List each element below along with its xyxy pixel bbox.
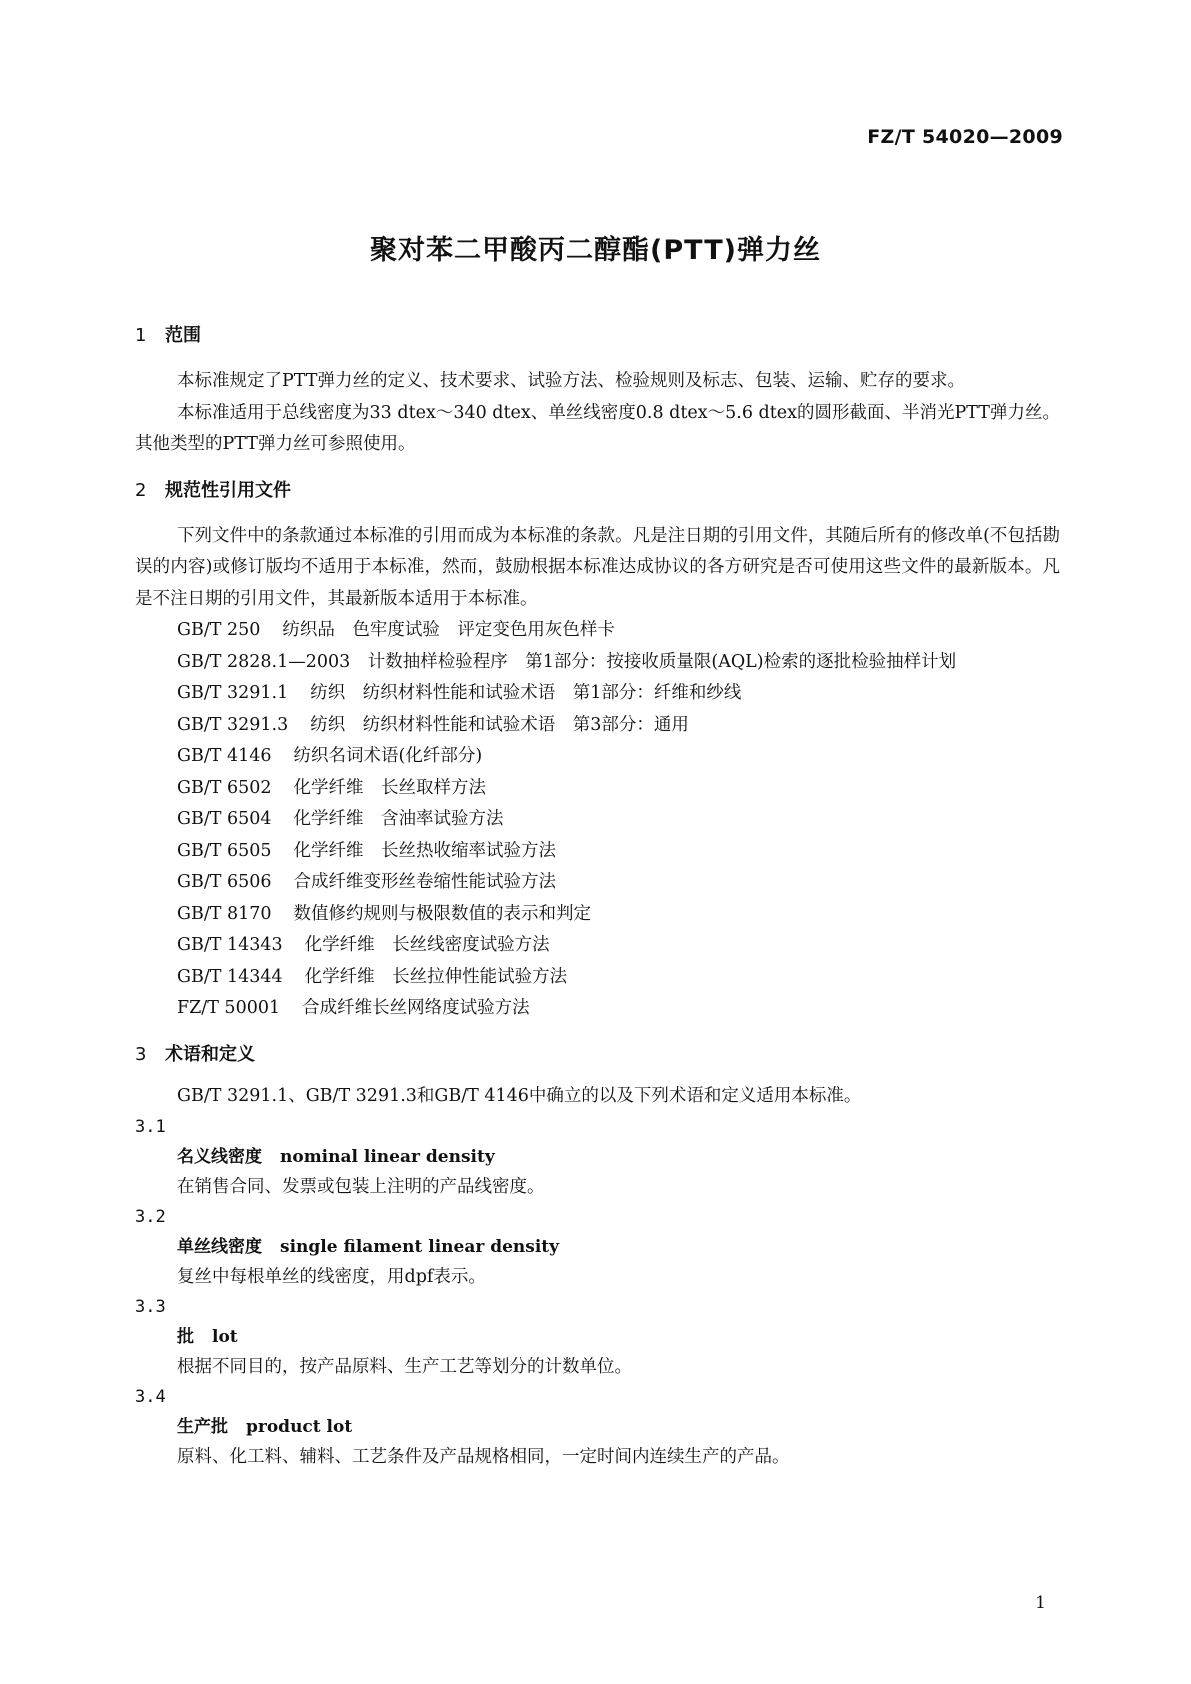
term-number: 3.1 xyxy=(135,1117,166,1137)
section-number: 2 xyxy=(135,479,147,501)
reference-code: GB/T 14343 xyxy=(177,935,283,955)
reference-title: 数值修约规则与极限数值的表示和判定 xyxy=(293,903,592,924)
reference-item xyxy=(135,899,1060,931)
standard-code: FZ/T 54020—2009 xyxy=(867,126,1063,148)
term-number: 3.3 xyxy=(135,1297,166,1317)
reference-title: 化学纤维 长丝取样方法 xyxy=(293,777,487,798)
term-name xyxy=(135,1142,1060,1172)
term-name-en: product lot xyxy=(246,1417,353,1437)
reference-item xyxy=(135,678,1060,710)
term-number: 3.2 xyxy=(135,1207,166,1227)
reference-code: FZ/T 50001 xyxy=(177,998,281,1018)
reference-item xyxy=(135,773,1060,805)
term-definition: 原料、化工料、辅料、工艺条件及产品规格相同，一定时间内连续生产的产品。 xyxy=(177,1447,790,1467)
section-1-paragraph-1: 本标准规定了PTT弹力丝的定义、技术要求、试验方法、检验规则及标志、包装、运输、贮存的要求。 xyxy=(177,371,965,391)
section-3-intro: GB/T 3291.1、GB/T 3291.3和GB/T 4146中确立的以及下列术语和定义适用本标准。 xyxy=(177,1085,862,1106)
section-2-intro: 下列文件中的条款通过本标准的引用而成为本标准的条款。凡是注日期的引用文件，其随后所有的修改单(不包括勘误的内容)或修订版均不适用于本标准，然而，鼓励根据本标准达成协议的各方研究是否可使用这些文件的最新版本。凡是不注日期的引用文件，其最新版本适用于本标准。 xyxy=(135,525,1060,609)
term-name xyxy=(135,1232,1060,1262)
term-name-zh: 生产批 xyxy=(177,1417,228,1437)
document-title: 聚对苯二甲酸丙二醇酯(PTT)弹力丝 xyxy=(370,235,821,266)
section-title: 范围 xyxy=(165,325,201,346)
reference-code: GB/T 3291.3 xyxy=(177,714,289,735)
term-name-zh: 名义线密度 xyxy=(177,1147,262,1167)
term-number: 3.4 xyxy=(135,1387,166,1407)
term-definition: 复丝中每根单丝的线密度，用dpf表示。 xyxy=(177,1267,486,1287)
reference-title: 纺织名词术语(化纤部分) xyxy=(293,746,483,766)
reference-title: 合成纤维长丝网络度试验方法 xyxy=(302,998,530,1018)
reference-code: GB/T 4146 xyxy=(177,746,272,766)
section-title: 术语和定义 xyxy=(165,1043,255,1065)
reference-item xyxy=(135,804,1060,836)
section-1-heading xyxy=(135,320,1060,352)
reference-item xyxy=(135,615,1060,647)
section-1-paragraph-2: 本标准适用于总线密度为33 dtex～340 dtex、单丝线密度0.8 dtex～5.6 dtex的圆形截面、半消光PTT弹力丝。其他类型的PTT弹力丝可参照使用。 xyxy=(135,402,1060,454)
reference-title: 纺织品 色牢度试验 评定变色用灰色样卡 xyxy=(282,620,615,640)
reference-code: GB/T 6505 xyxy=(177,840,272,861)
reference-code: GB/T 14344 xyxy=(177,966,283,987)
reference-title: 化学纤维 长丝拉伸性能试验方法 xyxy=(304,966,568,987)
reference-item xyxy=(135,993,1060,1025)
term-name-en: lot xyxy=(212,1327,238,1347)
reference-item xyxy=(135,962,1060,994)
reference-code: GB/T 8170 xyxy=(177,903,272,924)
reference-item xyxy=(135,710,1060,742)
reference-title: 化学纤维 含油率试验方法 xyxy=(293,809,504,829)
term-definition: 根据不同目的，按产品原料、生产工艺等划分的计数单位。 xyxy=(177,1357,632,1377)
section-2-heading xyxy=(135,475,1060,507)
section-title: 规范性引用文件 xyxy=(165,479,291,501)
reference-title: 化学纤维 长丝线密度试验方法 xyxy=(304,935,550,955)
reference-code: GB/T 6504 xyxy=(177,809,272,829)
page-number: 1 xyxy=(1035,1593,1046,1613)
section-number: 1 xyxy=(135,325,147,346)
reference-item-long: GB/T 2828.1—2003 计数抽样检验程序 第1部分：按接收质量限(AQL)检索的逐批检验抽样计划 xyxy=(177,651,957,672)
section-3-heading xyxy=(135,1039,1060,1071)
reference-code: GB/T 6506 xyxy=(177,872,272,892)
term-name-en: single filament linear density xyxy=(280,1237,560,1257)
term-name-en: nominal linear density xyxy=(280,1147,495,1167)
reference-item xyxy=(135,930,1060,962)
section-number: 3 xyxy=(135,1043,147,1065)
reference-title: 化学纤维 长丝热收缩率试验方法 xyxy=(293,840,557,861)
term-definition: 在销售合同、发票或包装上注明的产品线密度。 xyxy=(177,1177,545,1197)
reference-code: GB/T 6502 xyxy=(177,777,272,798)
document-body xyxy=(135,320,1060,1472)
term-name-zh: 批 xyxy=(177,1327,194,1347)
reference-item xyxy=(135,867,1060,899)
term-name-zh: 单丝线密度 xyxy=(177,1237,262,1257)
reference-title: 纺织 纺织材料性能和试验术语 第3部分：通用 xyxy=(310,714,689,735)
term-name xyxy=(135,1322,1060,1352)
reference-title: 纺织 纺织材料性能和试验术语 第1部分：纤维和纱线 xyxy=(310,683,742,703)
reference-code: GB/T 250 xyxy=(177,620,261,640)
reference-title: 合成纤维变形丝卷缩性能试验方法 xyxy=(293,872,557,892)
reference-code: GB/T 3291.1 xyxy=(177,683,289,703)
reference-item xyxy=(135,836,1060,868)
term-name xyxy=(135,1412,1060,1442)
reference-item xyxy=(135,741,1060,773)
